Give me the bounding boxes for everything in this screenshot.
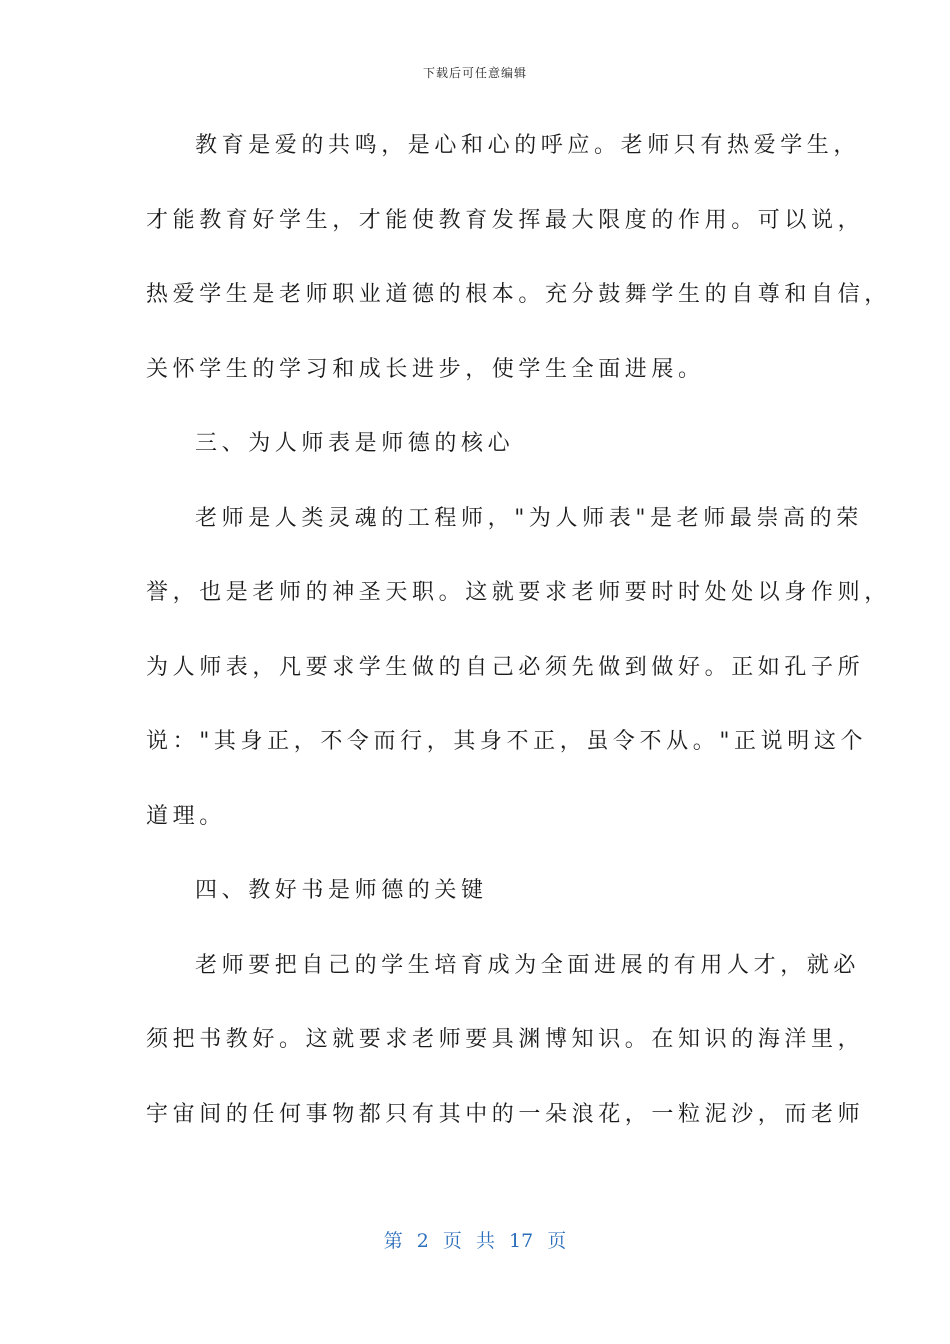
section-heading-3: 三、为人师表是师德的核心 [195, 431, 515, 456]
text-line-6: 老师是人类灵魂的工程师，"为人师表"是老师最崇高的荣 [195, 505, 863, 531]
text-line-12: 老师要把自己的学生培育成为全面进展的有用人才，就必 [195, 952, 861, 978]
text-line-1: 教育是爱的共鸣，是心和心的呼应。老师只有热爱学生， [195, 133, 861, 158]
text-line-10: 道理。 [146, 803, 226, 829]
text-line-4: 关怀学生的学习和成长进步，使学生全面进展。 [146, 356, 705, 382]
text-line-9: 说："其身正，不令而行，其身不正，虽令不从。"正说明这个 [146, 729, 868, 754]
text-line-8: 为人师表，凡要求学生做的自己必须先做到做好。正如孔子所 [146, 654, 865, 680]
text-line-7: 誉，也是老师的神圣天职。这就要求老师要时时处处以身作则， [146, 580, 891, 605]
section-heading-4: 四、教好书是师德的关键 [195, 878, 488, 903]
text-line-2: 才能教育好学生，才能使教育发挥最大限度的作用。可以说， [146, 207, 865, 233]
text-line-13: 须把书教好。这就要求老师要具渊博知识。在知识的海洋里， [146, 1027, 865, 1052]
text-line-3: 热爱学生是老师职业道德的根本。充分鼓舞学生的自尊和自信， [146, 282, 891, 307]
document-body [146, 122, 891, 1165]
page-footer: 第 2 页 共 17 页 [383, 1230, 567, 1252]
text-line-14: 宇宙间的任何事物都只有其中的一朵浪花，一粒泥沙，而老师 [146, 1101, 865, 1127]
page-header: 下载后可任意编辑 [422, 66, 527, 80]
